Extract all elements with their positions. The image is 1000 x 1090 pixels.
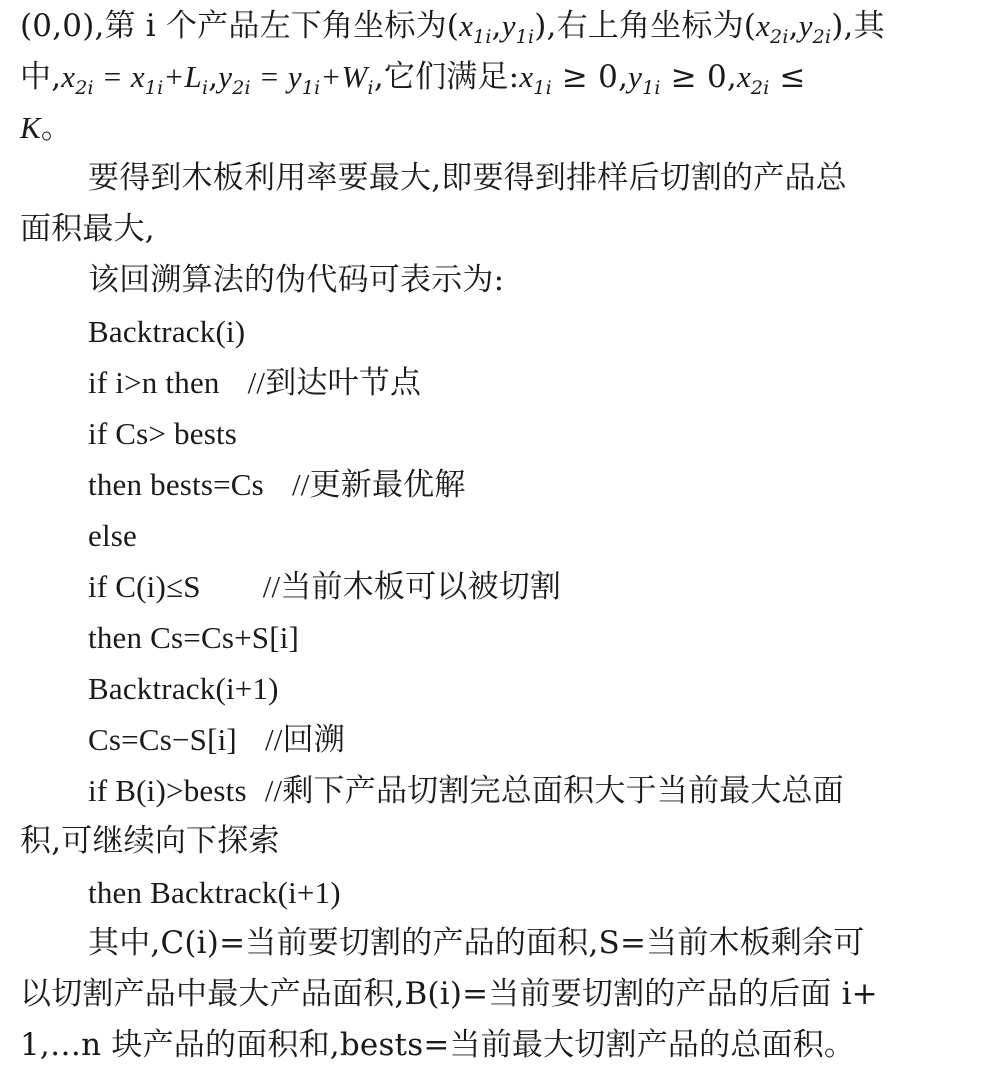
math-subscript: 1i bbox=[144, 77, 164, 99]
code-comment: //剩下产品切割完总面积大于当前最大总面 bbox=[264, 773, 844, 808]
math-var: y bbox=[798, 8, 813, 43]
math-expr: +L bbox=[163, 59, 202, 94]
code-text: if C(i)≤S bbox=[88, 569, 201, 604]
code-line bbox=[88, 306, 245, 357]
math-var: x bbox=[736, 59, 751, 94]
math-var: y bbox=[501, 8, 516, 43]
math-var: x bbox=[61, 59, 76, 94]
math-subscript: 2i bbox=[75, 77, 94, 99]
code-comment: //到达叶节点 bbox=[247, 365, 422, 400]
text-segment: , bbox=[208, 59, 219, 95]
math-var: x bbox=[459, 8, 474, 43]
math-subscript: 1i bbox=[533, 77, 552, 99]
code-text: Backtrack(i) bbox=[88, 314, 246, 349]
code-text: if B(i)>bests bbox=[88, 773, 247, 808]
math-subscript: i bbox=[201, 77, 209, 99]
code-text: then Backtrack(i+1) bbox=[88, 875, 341, 910]
code-text: then Cs=Cs+S[i] bbox=[88, 620, 300, 655]
code-line bbox=[88, 510, 137, 561]
math-subscript: 2i bbox=[232, 77, 251, 99]
math-relation: ≤ bbox=[769, 59, 806, 95]
code-line bbox=[88, 357, 421, 408]
math-subscript: 2i bbox=[750, 77, 770, 99]
code-text: else bbox=[88, 518, 137, 553]
math-var: y bbox=[628, 59, 643, 94]
text-segment: , bbox=[491, 8, 502, 44]
math-expr: +W bbox=[320, 59, 368, 94]
paragraph1-line1 bbox=[20, 0, 885, 51]
math-subscript: 1i bbox=[301, 77, 321, 99]
paragraph2-line2: 面积最大, bbox=[20, 211, 155, 247]
code-comment-wrap: 积,可继续向下探索 bbox=[20, 823, 280, 859]
paragraph1-line3 bbox=[20, 102, 72, 153]
paragraph3-line1: 其中,C(i)=当前要切割的产品的面积,S=当前木板剩余可 bbox=[88, 925, 865, 961]
text-segment: ,第 i 个产品左下角坐标为( bbox=[94, 8, 460, 44]
math-var: x bbox=[756, 8, 771, 43]
pseudocode-intro: 该回溯算法的伪代码可表示为: bbox=[88, 262, 505, 298]
code-line bbox=[88, 612, 299, 663]
code-line bbox=[88, 408, 237, 459]
code-line bbox=[88, 663, 279, 714]
code-line bbox=[88, 867, 341, 918]
code-text: then bests=Cs bbox=[88, 467, 264, 502]
text-segment: 中, bbox=[20, 59, 62, 95]
code-line bbox=[88, 714, 345, 765]
math-relation: ≥ 0, bbox=[660, 59, 737, 95]
text-segment: ),其 bbox=[831, 8, 885, 44]
math-expr: = y bbox=[250, 59, 302, 94]
text-segment: ,它们满足: bbox=[373, 59, 520, 95]
math-subscript: 1i bbox=[515, 26, 535, 48]
math-relation: ≥ 0, bbox=[551, 59, 629, 95]
math-subscript: 1i bbox=[473, 26, 492, 48]
math-expr: = x bbox=[93, 59, 145, 94]
math-subscript: 2i bbox=[770, 26, 789, 48]
paragraph2-line1: 要得到木板利用率要最大,即要得到排样后切割的产品总 bbox=[88, 160, 847, 196]
code-comment: //当前木板可以被切割 bbox=[262, 569, 562, 604]
code-line bbox=[88, 459, 466, 510]
code-line bbox=[88, 561, 561, 612]
text-segment: , bbox=[788, 8, 799, 44]
math-subscript: 2i bbox=[812, 26, 832, 48]
code-text: if Cs> bests bbox=[88, 416, 238, 451]
code-comment: //回溯 bbox=[264, 722, 345, 757]
paragraph3-line2: 以切割产品中最大产品面积,B(i)=当前要切割的产品的后面 i+ bbox=[20, 976, 878, 1012]
text-segment: ),右上角坐标为( bbox=[534, 8, 757, 44]
code-text: Cs=Cs−S[i] bbox=[88, 722, 237, 757]
math-subscript: 1i bbox=[642, 77, 661, 99]
code-comment: //更新最优解 bbox=[291, 467, 466, 502]
origin-text: (0,0) bbox=[20, 8, 95, 44]
math-var: x bbox=[519, 59, 534, 94]
paragraph3-line3: 1,…n 块产品的面积和,bests=当前最大切割产品的总面积。 bbox=[20, 1027, 856, 1063]
text-segment: 。 bbox=[40, 110, 73, 146]
math-var: y bbox=[218, 59, 233, 94]
paragraph1-line2 bbox=[20, 51, 806, 102]
code-line bbox=[88, 765, 844, 816]
math-subscript: i bbox=[367, 77, 374, 99]
math-var: K bbox=[20, 110, 41, 145]
code-text: Backtrack(i+1) bbox=[88, 671, 279, 706]
code-text: if i>n then bbox=[88, 365, 220, 400]
